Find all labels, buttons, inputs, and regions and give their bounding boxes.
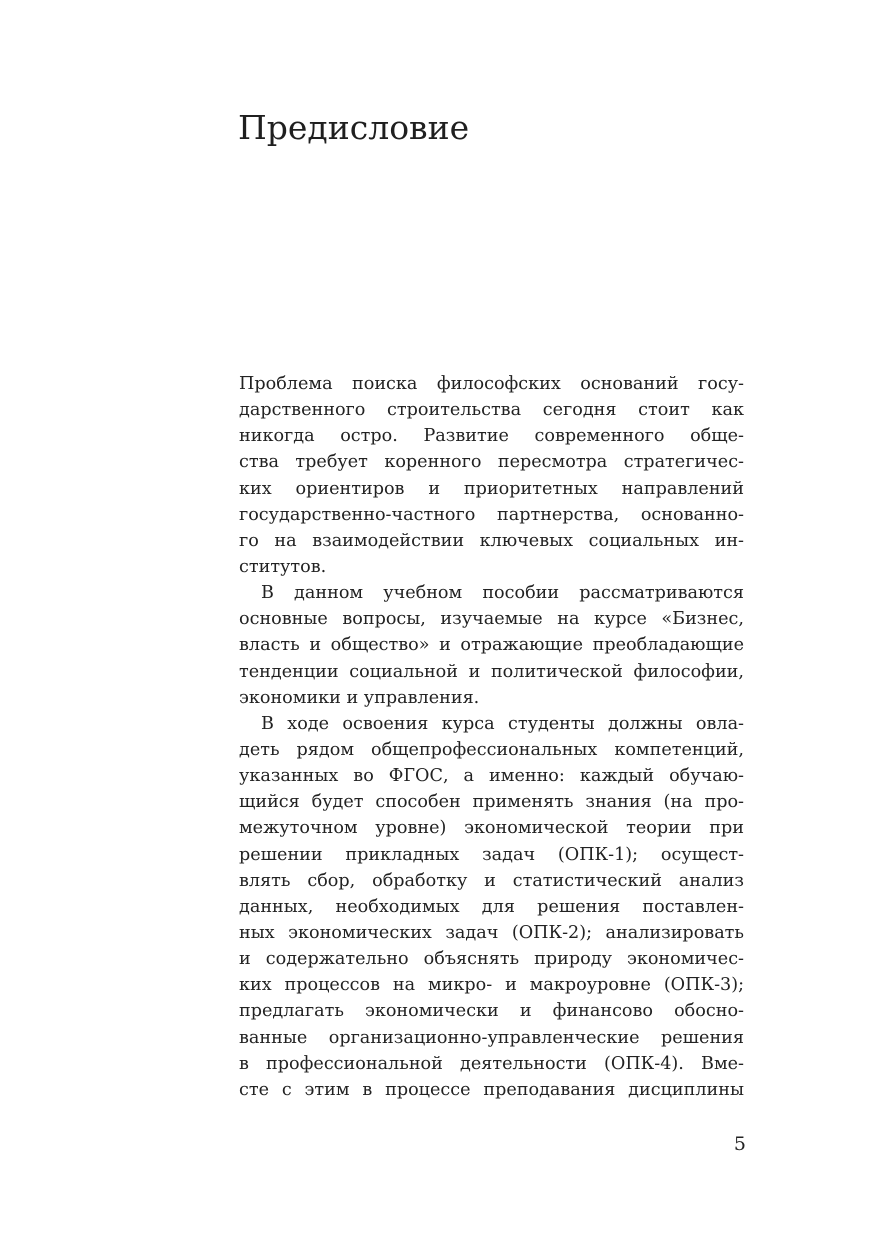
- text-line: ких ориентиров и приоритетных направлений: [239, 478, 744, 499]
- text-line: предлагать экономически и финансово обосно-: [239, 1001, 744, 1022]
- text-line: деть рядом общепрофессиональных компетенций,: [239, 739, 744, 760]
- text-line: данных, необходимых для решения поставлен-: [239, 896, 744, 917]
- text-line: в профессиональной деятельности (ОПК-4). Вме-: [239, 1053, 744, 1074]
- text-line: межуточном уровне) экономической теории при: [239, 818, 744, 839]
- text-line: никогда остро. Развитие современного обще-: [239, 426, 744, 447]
- text-line: го на взаимодействии ключевых социальных ин-: [239, 530, 744, 551]
- text-line: ких процессов на микро- и макроуровне (ОПК-3);: [239, 975, 744, 996]
- text-line: ванные организационно-управленческие решения: [239, 1027, 744, 1048]
- text-line: ных экономических задач (ОПК-2); анализировать: [239, 922, 744, 943]
- text-line: В ходе освоения курса студенты должны овла-: [261, 713, 744, 734]
- paragraph-2: [239, 580, 744, 711]
- body-text: [239, 371, 744, 1103]
- paragraph-1: [239, 371, 744, 580]
- text-line: власть и общество» и отражающие преобладающие: [239, 635, 744, 656]
- text-line: дарственного строительства сегодня стоит как: [239, 400, 744, 421]
- text-line: Проблема поиска философских оснований госу-: [239, 374, 744, 394]
- text-line: ститутов.: [239, 556, 327, 577]
- text-line: ства требует коренного пересмотра стратегичес-: [239, 452, 744, 473]
- text-line: указанных во ФГОС, а именно: каждый обучаю-: [239, 766, 744, 787]
- text-line: и содержательно объяснять природу экономичес-: [239, 949, 744, 970]
- text-line: щийся будет способен применять знания (на про-: [239, 792, 744, 813]
- text-line: основные вопросы, изучаемые на курсе «Бизнес,: [239, 609, 744, 630]
- page-number: 5: [733, 1133, 746, 1155]
- text-line: В данном учебном пособии рассматриваются: [261, 583, 744, 604]
- text-line: тенденции социальной и политической философии,: [239, 661, 744, 682]
- text-line: влять сбор, обработку и статистический анализ: [239, 870, 744, 891]
- page-title: Предисловие: [238, 108, 470, 147]
- text-line: экономики и управления.: [239, 687, 480, 708]
- paragraph-3: [239, 711, 744, 1103]
- text-line: сте с этим в процессе преподавания дисциплины: [239, 1079, 744, 1100]
- text-line: государственно-частного партнерства, основанно-: [239, 504, 744, 525]
- text-line: решении прикладных задач (ОПК-1); осущест-: [239, 844, 744, 865]
